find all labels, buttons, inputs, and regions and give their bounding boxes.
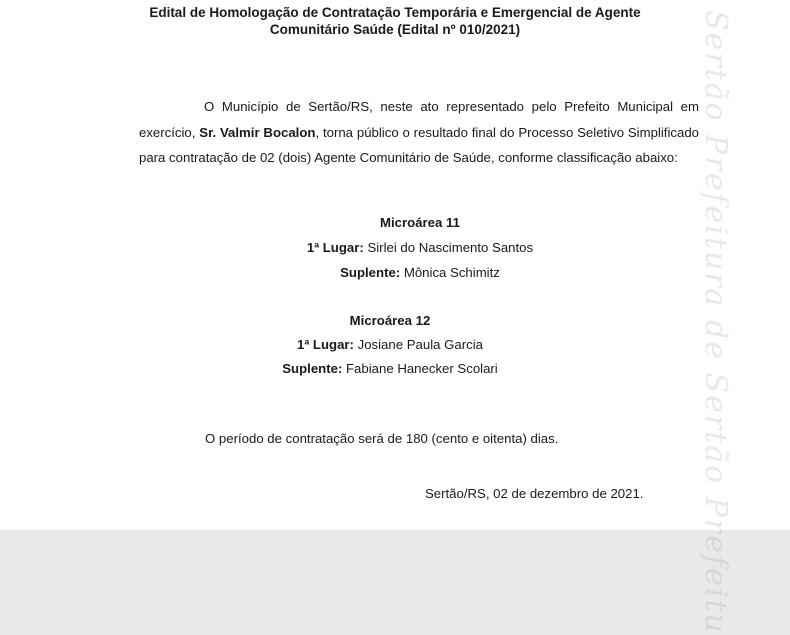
watermark	[698, 0, 763, 635]
result-entry	[110, 361, 670, 376]
section-title: Microárea 12	[349, 313, 431, 328]
place-date: Sertão/RS, 02 de dezembro de 2021.	[425, 486, 644, 501]
title-line-1: Edital de Homologação de Contratação Temporária e Emergencial de Agente	[149, 5, 641, 20]
intro-text-1: O Município de Sertão/RS, neste ato representado pelo Prefeito Municipal em exercício,	[139, 99, 699, 140]
result-entry	[140, 240, 700, 255]
intro-text-2: , torna público o resultado final do Processo Seletivo Simplificado para contratação de 02 (dois) Agente Comunitário de Saúde, conforme classificação abaixo:	[139, 124, 699, 165]
entry-name: Sirlei do Nascimento Santos	[367, 240, 534, 255]
contract-period: O período de contratação será de 180 (cento e oitenta) dias.	[205, 431, 559, 446]
watermark-text: Sertão Prefeitura de Sertão Prefeitu	[698, 10, 733, 635]
document-title	[140, 4, 650, 38]
entry-name: Mônica Schimitz	[403, 265, 500, 280]
mayor-name: Sr. Valmir Bocalon	[199, 124, 316, 140]
section-title: Microárea 11	[380, 215, 460, 230]
entry-name: Fabiane Hanecker Scolari	[346, 361, 498, 376]
entry-name: Josiane Paula Garcia	[357, 337, 483, 352]
entry-label: Suplente:	[282, 361, 343, 376]
result-entry	[140, 265, 700, 280]
title-line-2: Comunitário Saúde (Edital nº 010/2021)	[269, 22, 521, 37]
entry-label: 1ª Lugar:	[306, 240, 364, 255]
result-entry	[110, 337, 670, 352]
entry-label: 1ª Lugar:	[297, 337, 354, 352]
intro-paragraph	[139, 94, 699, 171]
entry-label: Suplente:	[340, 265, 401, 280]
